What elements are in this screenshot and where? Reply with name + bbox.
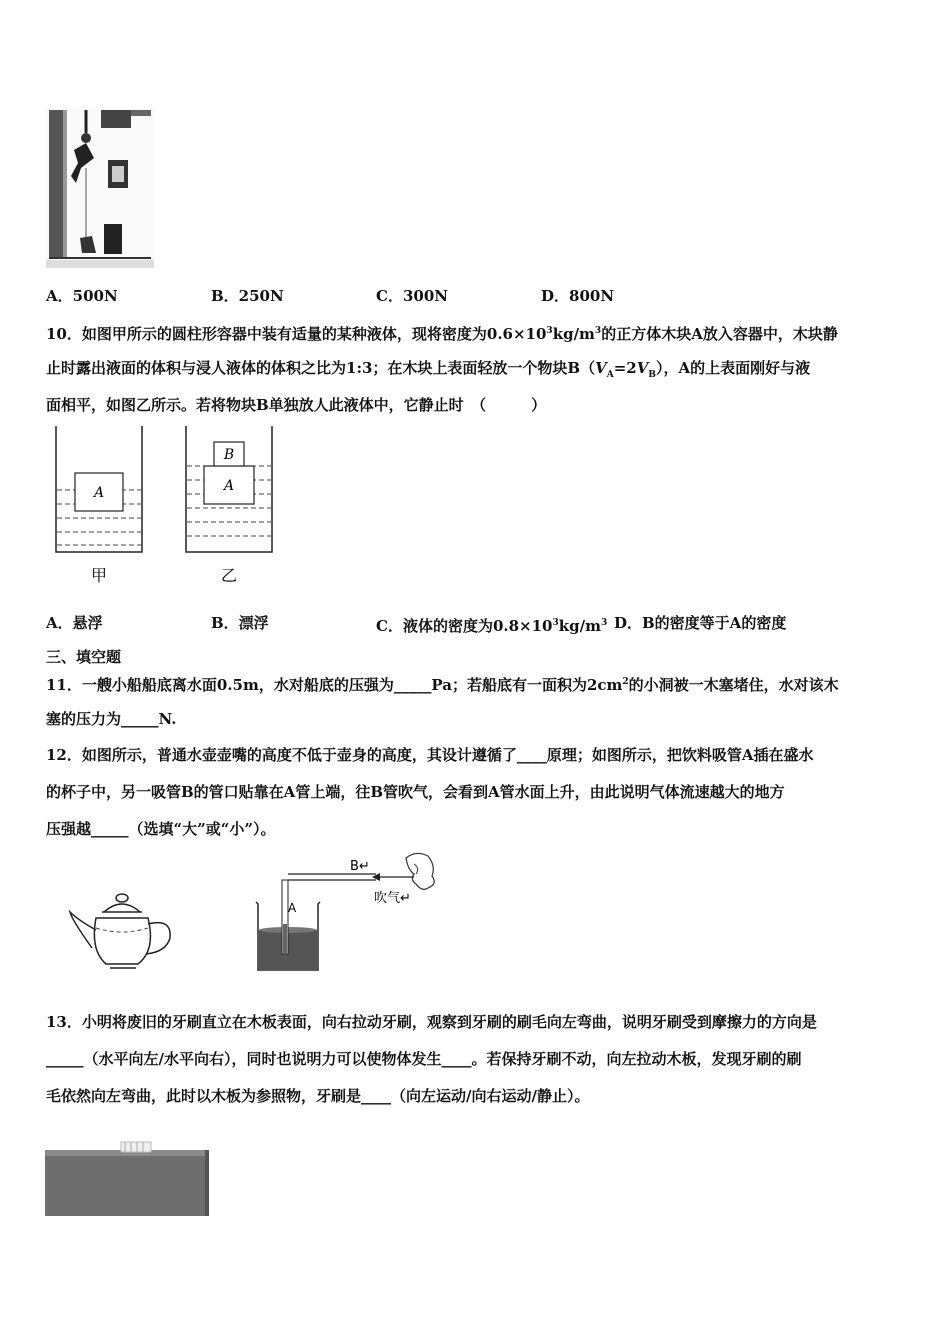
q9-option-b[interactable]: B．250N	[211, 287, 284, 305]
q13-toothbrush-photo	[45, 1140, 209, 1216]
q9-option-a[interactable]: A．500N	[46, 287, 118, 305]
q10-line-1: 10．如图甲所示的圆柱形容器中装有适量的某种液体，现将密度为$0.6\times 10^3kg/m^3$的正方体木块A放入容器中，木块静	[46, 325, 838, 343]
q10-option-c[interactable]: C．液体的密度为$0.8\times 10^3kg/m^3$	[376, 617, 608, 635]
q12-teapot-figure	[66, 890, 178, 974]
q13-line-2: _____（水平向左/水平向右），同时也说明力可以使物体发生____。若保持牙刷不动，向左拉动木板，发现牙刷的刷	[46, 1050, 802, 1068]
q9-figure-photo	[46, 108, 154, 268]
tube-b-label: B↵	[350, 859, 370, 874]
q10-figure-containers	[46, 424, 286, 590]
caption-jia: 甲	[90, 566, 108, 585]
container-yi	[186, 426, 272, 585]
container-jia	[56, 426, 142, 585]
q9-option-c[interactable]: C．300N	[376, 287, 448, 305]
q11-line-2: 塞的压力为_____N.	[46, 710, 177, 728]
q10-line-2: 止时露出液面的体积与浸人液体的体积之比为1:3；在木块上表面轻放一个物块$B(V_A=2V_B)$，A的上表面刚好与液	[46, 359, 811, 380]
q10-option-b[interactable]: B．漂浮	[211, 614, 269, 632]
section-3-title: 三、填空题	[46, 648, 122, 666]
q10-option-d[interactable]: D．B的密度等于A的密度	[614, 614, 787, 632]
q13-line-3: 毛依然向左弯曲，此时以木板为参照物，牙刷是____（向左运动/向右运动/静止）。	[46, 1087, 590, 1105]
q11-line-1: 11．一艘小船船底离水面0.5m，水对船底的压强为_____Pa；若船底有一面积为$2cm^2$的小洞被一木塞堵住，水对该木	[46, 676, 839, 694]
blow-label: 吹气↵	[374, 891, 411, 906]
block-a-label-jia: A	[93, 485, 105, 501]
block-b-label-yi: B	[223, 447, 235, 463]
q10-line-3: 面相平，如图乙所示。若将物块B单独放人此液体中，它静止时 （ ）	[46, 396, 547, 414]
q12-line-3: 压强越_____（选填“大”或“小”）。	[46, 820, 276, 838]
block-a-label-yi: A	[223, 478, 235, 494]
q13-line-1: 13．小明将废旧的牙刷直立在木板表面，向右拉动牙刷，观察到牙刷的刷毛向左弯曲，说明牙刷受到摩擦力的方向是	[46, 1013, 817, 1031]
q9-option-d[interactable]: D．800N	[541, 287, 615, 305]
q12-straw-figure	[246, 850, 446, 976]
q12-line-1: 12．如图所示，普通水壶壶嘴的高度不低于壶身的高度，其设计遵循了____原理；如图所示，把饮料吸管A插在盛水	[46, 746, 814, 764]
q12-line-2: 的杯子中，另一吸管B的管口贴靠在A管上端，往B管吹气，会看到A管水面上升，由此说明气体流速越大的地方	[46, 783, 785, 801]
q10-option-a[interactable]: A．悬浮	[46, 614, 103, 632]
caption-yi: 乙	[220, 566, 238, 585]
tube-a-label: A	[288, 901, 297, 915]
